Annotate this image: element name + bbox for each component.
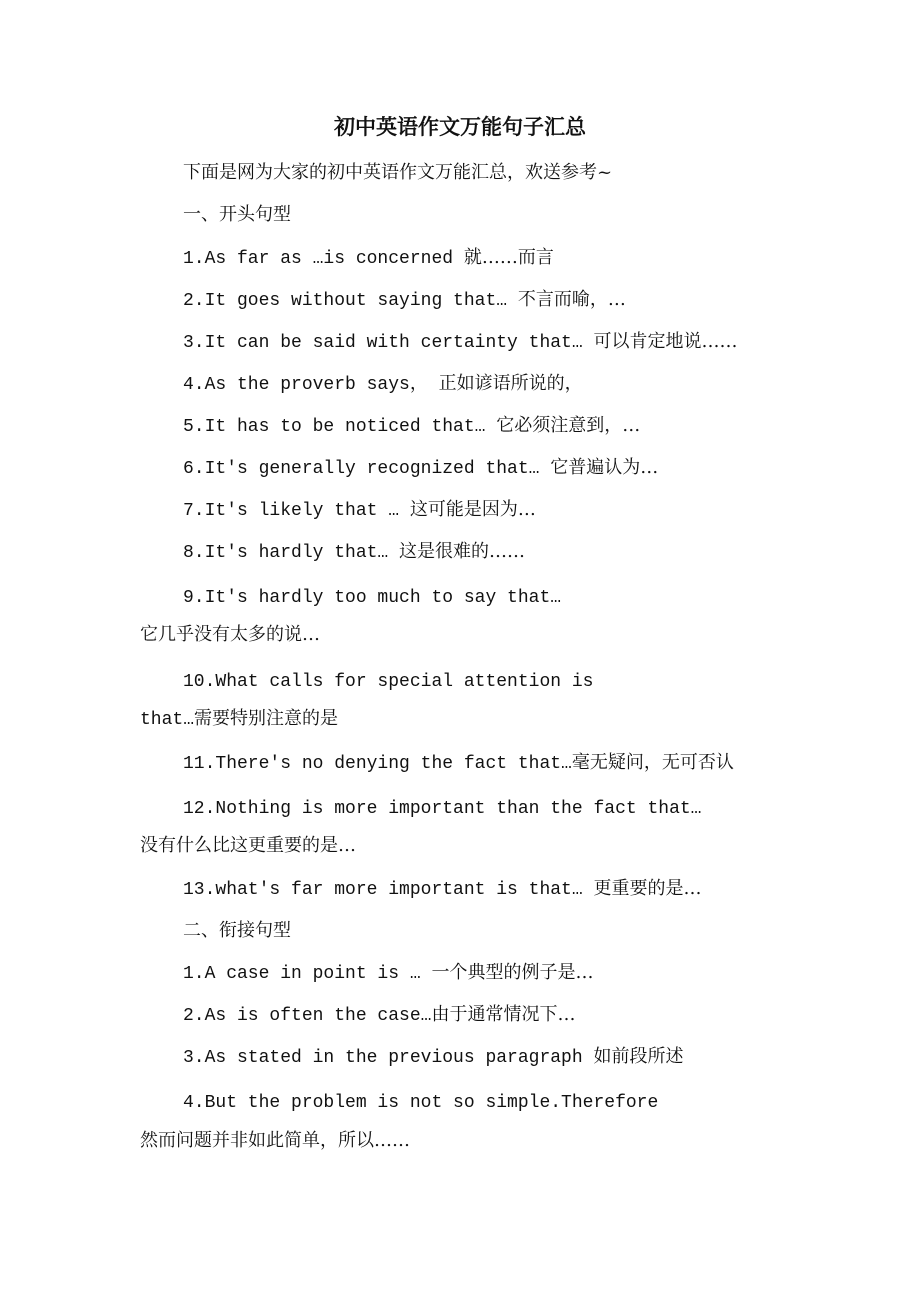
- item-chinese: 可以肯定地说……: [593, 331, 738, 352]
- item-english: 3.As stated in the previous paragraph: [183, 1048, 594, 1068]
- item-chinese: 毫无疑问，无可否认: [571, 752, 734, 773]
- item-chinese: 更重要的是…: [593, 878, 702, 899]
- list-item: [183, 959, 593, 988]
- item-chinese: 它必须注意到，…: [496, 415, 641, 436]
- item-chinese: 正如谚语所说的，: [438, 373, 583, 394]
- item-chinese: 不言而喻，…: [517, 289, 626, 310]
- list-item: [183, 1043, 683, 1072]
- list-item-english: 4.But the problem is not so simple.Therefore: [183, 1093, 659, 1113]
- item-english: 11.There's no denying the fact that…: [183, 754, 572, 774]
- list-item: [183, 370, 583, 399]
- list-item-chinese: 它几乎没有太多的说…: [140, 624, 320, 645]
- list-item-chinese: that…需要特别注意的是: [140, 710, 339, 730]
- item-english: 8.It's hardly that…: [183, 543, 400, 563]
- item-english: 7.It's likely that …: [183, 501, 410, 521]
- list-item: [183, 538, 525, 567]
- list-item: [183, 286, 626, 315]
- item-chinese: 由于通常情况下…: [431, 1004, 576, 1025]
- item-english: 6.It's generally recognized that…: [183, 459, 551, 479]
- list-item: [183, 454, 658, 483]
- section-heading-opening: 一、开头句型: [183, 204, 291, 225]
- item-chinese: 一个典型的例子是…: [431, 962, 594, 983]
- item-english: 13.what's far more important is that…: [183, 880, 594, 900]
- section-heading-linking: 二、衔接句型: [183, 920, 291, 941]
- list-item: [183, 412, 640, 441]
- item-chinese: 如前段所述: [593, 1046, 684, 1067]
- list-item: [183, 875, 701, 904]
- item-english: 3.It can be said with certainty that…: [183, 333, 594, 353]
- list-item-english: 12.Nothing is more important than the fact that…: [183, 799, 702, 819]
- list-item-chinese: 没有什么比这更重要的是…: [140, 835, 356, 856]
- list-item: [183, 244, 554, 273]
- list-item-chinese: 然而问题并非如此简单，所以……: [140, 1130, 410, 1151]
- item-english: 2.As is often the case…: [183, 1006, 432, 1026]
- list-item-english: 10.What calls for special attention is: [183, 672, 594, 692]
- list-item: [183, 328, 737, 357]
- list-item: [183, 496, 536, 525]
- item-english: 4.As the proverb says，: [183, 375, 439, 395]
- intro-paragraph: 下面是网为大家的初中英语作文万能汇总，欢送参考~: [183, 162, 613, 183]
- item-english: 2.It goes without saying that…: [183, 291, 518, 311]
- document-title: 初中英语作文万能句子汇总: [334, 114, 586, 139]
- list-item: [183, 749, 734, 778]
- item-chinese: 就……而言: [463, 247, 554, 268]
- item-english: 1.As far as …is concerned: [183, 249, 464, 269]
- list-item-english: 9.It's hardly too much to say that…: [183, 588, 562, 608]
- item-chinese: 它普遍认为…: [550, 457, 659, 478]
- item-english: 5.It has to be noticed that…: [183, 417, 497, 437]
- item-english: 1.A case in point is …: [183, 964, 432, 984]
- item-chinese: 这是很难的……: [399, 541, 526, 562]
- item-chinese: 这可能是因为…: [409, 499, 536, 520]
- list-item: [183, 1001, 575, 1030]
